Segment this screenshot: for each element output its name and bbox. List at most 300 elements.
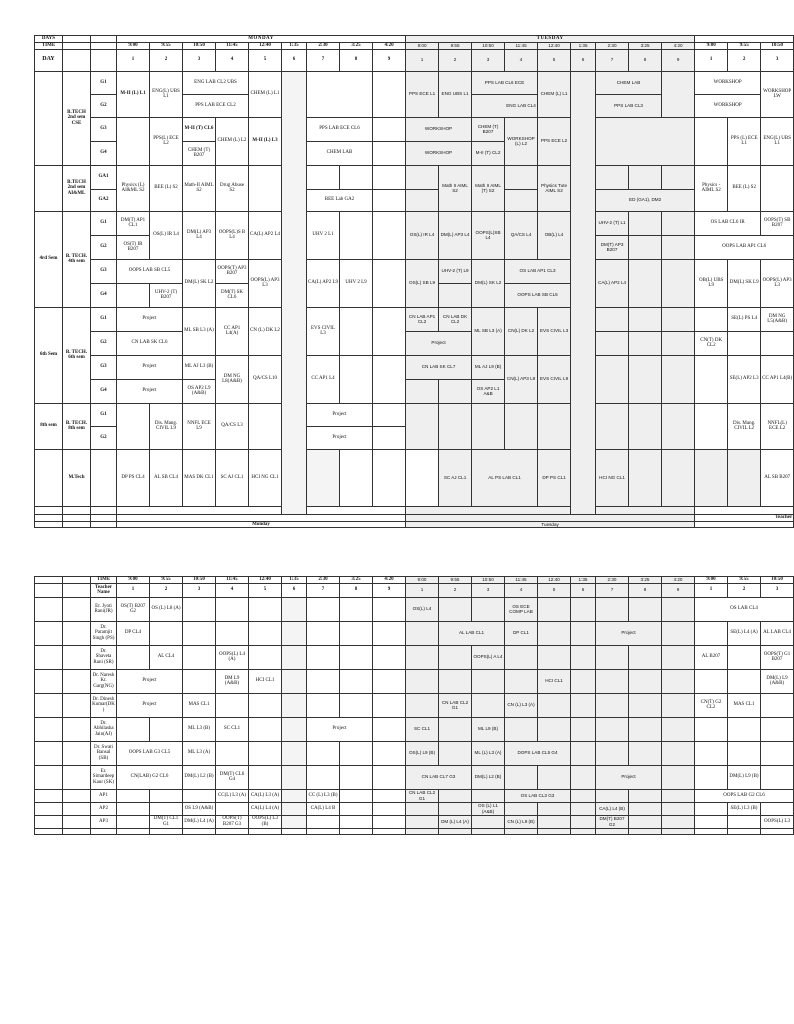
time-slot: 3:25 xyxy=(629,42,662,49)
timetable-cell: OS LAB AP1 CL3 xyxy=(505,259,571,283)
group-label: G3 xyxy=(91,355,117,379)
empty-cell xyxy=(662,669,695,693)
period-number: 7 xyxy=(307,49,340,71)
timetable-cell: OOPS LAB AP1 CL6 xyxy=(695,235,794,259)
time-slot: 11:45 xyxy=(505,577,538,584)
empty-cell xyxy=(629,645,662,669)
timetable-cell: CN(T) G2 CL2 xyxy=(695,693,728,717)
timetable-cell: CC AP1 L4(B) xyxy=(761,355,794,403)
empty-cell xyxy=(373,802,406,815)
empty-cell xyxy=(472,669,505,693)
timetable-cell: HCI NG CL1 xyxy=(596,449,629,506)
table-row xyxy=(35,449,794,506)
timetable-cell: ENG LAB CL4 xyxy=(472,94,571,117)
group-label: G1 xyxy=(91,71,117,94)
empty-cell xyxy=(307,693,340,717)
timetable-cell: OS(L) IR L4 xyxy=(150,211,183,259)
empty-cell xyxy=(340,645,373,669)
empty-cell xyxy=(282,645,307,669)
timetable-cell: CN LAB CL2 G1 xyxy=(406,789,439,802)
period-number: 8 xyxy=(629,49,662,71)
timetable-cell: CN(L) AP3 L9 xyxy=(505,355,538,403)
timetable-cell: Dis. Mang. CIVIL L2 xyxy=(728,403,761,449)
semester-label: 8th sem xyxy=(35,403,63,449)
period-number: 4 xyxy=(505,49,538,71)
timetable-cell: ENG(L) UBS L1 xyxy=(761,117,794,165)
timetable-cell: Dis. Mang. CIVIL L9 xyxy=(150,403,183,449)
period-number: 6 xyxy=(282,583,307,597)
teacher-name: Dr. Shaveta Rani (SR) xyxy=(91,645,117,669)
timetable-cell: QA/CS L10 xyxy=(249,355,282,403)
time-slot: 12:40 xyxy=(249,577,282,584)
empty-cell xyxy=(472,815,505,828)
empty-cell xyxy=(596,669,629,693)
timetable-cell: CA(L) AP2 L9 xyxy=(307,259,340,307)
empty-cell xyxy=(373,621,406,645)
empty-cell xyxy=(150,717,183,741)
timetable-cell: Project xyxy=(307,403,373,426)
timetable-cell: NNFL ECE L9 xyxy=(183,403,216,449)
empty-cell xyxy=(406,802,439,815)
period-number: 2 xyxy=(439,583,472,597)
group-label: G4 xyxy=(91,141,117,165)
timetable-cell: DM(T) AP1 CL1 xyxy=(117,211,150,235)
empty-cell xyxy=(571,741,596,765)
timetable-cell: OS(T) B207 G2 xyxy=(117,597,150,621)
empty-cell xyxy=(183,789,216,802)
empty-cell xyxy=(728,741,761,765)
empty-cell xyxy=(282,765,307,789)
period-number: 1 xyxy=(406,49,439,71)
period-number: 7 xyxy=(307,583,340,597)
timetable-cell: DOPS LAB CL5 G4 xyxy=(505,741,571,765)
timetable-cell: DM(L) SK L2 xyxy=(183,259,216,307)
teacher-name: Dr. Abhilasha Jain(AJ) xyxy=(91,717,117,741)
empty-cell xyxy=(596,789,629,802)
empty-cell xyxy=(183,669,216,693)
period-number: 5 xyxy=(249,49,282,71)
time-slot: 1:35 xyxy=(571,577,596,584)
time-slot: 9:55 xyxy=(728,42,761,49)
timetable-cell: OOPS(L) L3 xyxy=(761,815,794,828)
empty-cell xyxy=(307,765,340,789)
class-timetable-table xyxy=(34,35,794,528)
empty-cell xyxy=(629,815,662,828)
empty-cell xyxy=(249,621,282,645)
period-number: 6 xyxy=(571,49,596,71)
timetable-cell: ML L9 (B) xyxy=(472,717,505,741)
teacher-row xyxy=(35,693,794,717)
teacher-name: AP2 xyxy=(91,802,117,815)
timetable-cell: Math II AIML (T) S2 xyxy=(472,165,505,211)
period-number: 5 xyxy=(538,583,571,597)
timetable-cell: CHEM (T) B207 xyxy=(472,117,505,141)
empty-cell xyxy=(307,621,340,645)
timetable-cell: ML SB L3 (A) xyxy=(183,307,216,355)
class-timetable xyxy=(34,35,793,528)
empty-cell xyxy=(373,645,406,669)
group-label: GA1 xyxy=(91,165,117,189)
period-number: 8 xyxy=(629,583,662,597)
empty-cell xyxy=(505,717,538,741)
timetable-cell: DP PS CL4 xyxy=(117,449,150,506)
empty-cell xyxy=(373,741,406,765)
timetable-cell: CA(L) AP2 L4 xyxy=(249,211,282,259)
time-slot: 1:35 xyxy=(282,577,307,584)
timetable-cell: SE(L) L3 (B) xyxy=(728,802,761,815)
empty-cell xyxy=(538,645,571,669)
empty-cell xyxy=(373,693,406,717)
period-number: 8 xyxy=(340,49,373,71)
timetable-cell: Math II AIML S2 xyxy=(439,165,472,211)
table-row xyxy=(35,828,794,834)
timetable-cell: UHV-2 (T) L9 xyxy=(439,259,472,283)
teacher-name: AP1 xyxy=(91,789,117,802)
empty-cell xyxy=(538,621,571,645)
group-label: G2 xyxy=(91,94,117,117)
timetable-cell: ED (GA1), DM2 xyxy=(596,189,695,211)
empty-cell xyxy=(282,669,307,693)
empty-cell xyxy=(216,741,249,765)
empty-cell xyxy=(439,645,472,669)
timetable-cell: CHEM (L) L1 xyxy=(249,71,282,117)
empty-cell xyxy=(728,669,761,693)
empty-cell xyxy=(695,621,728,645)
teacher-name: Dr. Paramjit Singh (PS) xyxy=(91,621,117,645)
timetable-cell: HCI CL1 xyxy=(538,669,571,693)
timetable-cell: SC AJ CL1 xyxy=(216,449,249,506)
timetable-cell: WORKSHOP xyxy=(695,94,761,117)
empty-cell xyxy=(282,789,307,802)
empty-cell xyxy=(538,717,571,741)
timetable-cell: SE(L) AP2 L3 xyxy=(728,355,761,403)
empty-cell xyxy=(629,802,662,815)
empty-cell xyxy=(307,597,340,621)
period-number: 4 xyxy=(505,583,538,597)
teacher-name: AP3 xyxy=(91,815,117,828)
header-time-row xyxy=(35,577,794,584)
period-number: 6 xyxy=(571,583,596,597)
time-slot: 9:00 xyxy=(117,577,150,584)
time-slot: 4:20 xyxy=(662,577,695,584)
timetable-cell: CC AP1 L4(A) xyxy=(216,307,249,355)
timetable-cell: OS L9 (A&B) xyxy=(183,802,216,815)
header-time-row xyxy=(35,42,794,49)
timetable-cell: Project xyxy=(117,693,183,717)
table-row xyxy=(35,331,794,355)
table-row xyxy=(35,355,794,379)
timetable-cell: SE(L) PS L4 xyxy=(728,307,761,331)
timetable-cell: ML SB L3 (A) xyxy=(472,307,505,355)
empty-cell xyxy=(505,669,538,693)
period-number: 7 xyxy=(596,583,629,597)
timetable-cell: CHEM LAB xyxy=(596,71,662,94)
time-slot: 10:50 xyxy=(472,577,505,584)
empty-cell xyxy=(150,621,183,645)
teacher-row xyxy=(35,669,794,693)
period-number: 9 xyxy=(373,583,406,597)
time-slot: 1:35 xyxy=(282,42,307,49)
empty-cell xyxy=(373,669,406,693)
empty-cell xyxy=(538,765,571,789)
period-number: 9 xyxy=(373,49,406,71)
period-number: 1 xyxy=(117,49,150,71)
timetable-cell: ML AJ L3 (B) xyxy=(183,355,216,379)
timetable-cell: AL LAB CL4 xyxy=(761,621,794,645)
time-slot: 11:45 xyxy=(505,42,538,49)
timetable-cell: OOPS(L) L4 (A) xyxy=(216,645,249,669)
empty-cell xyxy=(761,802,794,815)
empty-cell xyxy=(695,815,728,828)
period-number: 2 xyxy=(728,49,761,71)
empty-cell xyxy=(439,789,472,802)
empty-cell xyxy=(538,597,571,621)
empty-cell xyxy=(596,693,629,717)
period-number: 2 xyxy=(150,49,183,71)
empty-cell xyxy=(662,597,695,621)
group-label: G4 xyxy=(91,283,117,307)
group-label: G3 xyxy=(91,117,117,141)
timetable-cell: Project xyxy=(596,621,662,645)
footer-row xyxy=(35,521,794,528)
timetable-cell: EVS CIVIL L9 xyxy=(538,355,571,403)
timetable-cell: CA(L) AP2 L4 xyxy=(596,259,629,307)
empty-cell xyxy=(472,597,505,621)
timetable-cell: DM(T) CL6 G4 xyxy=(216,765,249,789)
empty-cell xyxy=(282,717,307,741)
empty-cell xyxy=(373,815,406,828)
period-number: 1 xyxy=(117,583,150,597)
timetable-cell: PPS LAB ECE CL6 xyxy=(307,117,373,141)
period-number: 3 xyxy=(761,583,794,597)
timetable-cell: OOPS LAB G3 CL5 xyxy=(117,741,183,765)
period-number: 2 xyxy=(439,49,472,71)
timetable-cell: SC CL1 xyxy=(406,717,439,741)
empty-cell xyxy=(282,621,307,645)
empty-cell xyxy=(406,645,439,669)
header-period-row xyxy=(35,583,794,597)
empty-cell xyxy=(662,645,695,669)
break-column xyxy=(571,71,596,514)
empty-cell xyxy=(662,741,695,765)
timetable-cell: OOPS(L)SB L4 xyxy=(472,211,505,259)
teacher-row xyxy=(35,741,794,765)
table-row xyxy=(35,165,794,189)
timetable-cell: ENG(L) UBS L1 xyxy=(150,71,183,117)
timetable-cell: OS(L) L4 xyxy=(406,597,439,621)
timetable-cell: CHEM (L) L1 xyxy=(538,71,571,117)
period-number: 9 xyxy=(662,583,695,597)
timetable-cell: WORKSHOP xyxy=(695,71,761,94)
empty-cell xyxy=(596,597,629,621)
empty-cell xyxy=(117,645,150,669)
empty-cell xyxy=(150,789,183,802)
empty-cell xyxy=(761,717,794,741)
timetable-cell: CN(LAB) G2 CL6 xyxy=(117,765,183,789)
empty-cell xyxy=(249,741,282,765)
empty-cell xyxy=(216,693,249,717)
time-slot: 10:50 xyxy=(761,42,794,49)
empty-cell xyxy=(282,741,307,765)
timetable-cell: OS LAB CL6 IR xyxy=(695,211,761,235)
empty-cell xyxy=(596,717,629,741)
timetable-cell: CN LAB SK CL6 xyxy=(117,331,183,355)
timetable-cell: UHV-2 (T) B207 xyxy=(150,283,183,307)
timetable-cell: SC AJ CL1 xyxy=(439,449,472,506)
group-label: GA2 xyxy=(91,189,117,211)
time-slot: 9:00 xyxy=(406,42,439,49)
time-slot: 3:25 xyxy=(629,577,662,584)
empty-cell xyxy=(249,765,282,789)
time-slot: 10:50 xyxy=(183,42,216,49)
empty-cell xyxy=(406,815,439,828)
empty-cell xyxy=(761,765,794,789)
teacher-table-body xyxy=(35,577,794,835)
timetable-cell: CN LAB CL2 G1 xyxy=(439,693,472,717)
timetable-cell: Project xyxy=(117,379,183,403)
empty-cell xyxy=(505,802,538,815)
table-row xyxy=(35,514,794,521)
tuesday-title: TUESDAY xyxy=(406,36,695,43)
timetable-cell: DM(L) SK L2 xyxy=(472,259,505,307)
timetable-cell: OS(T) IR B207 xyxy=(117,235,150,259)
timetable-cell: DM NG L5(A&B) xyxy=(761,307,794,331)
empty-cell xyxy=(249,717,282,741)
timetable-cell: NNFL(L) ECE L2 xyxy=(761,403,794,449)
timetable-cell: DM(L) L4 (A) xyxy=(183,815,216,828)
empty-cell xyxy=(340,669,373,693)
group-label: G1 xyxy=(91,403,117,426)
empty-cell xyxy=(629,669,662,693)
period-number: 3 xyxy=(472,49,505,71)
empty-cell xyxy=(728,815,761,828)
timetable-cell: OS AP2 L9 (A&B) xyxy=(183,379,216,403)
empty-cell xyxy=(571,669,596,693)
table-row xyxy=(35,259,794,283)
timetable-cell: DM(L) AP3 L4 xyxy=(183,211,216,259)
timetable-cell: OS(L) IR L4 xyxy=(406,211,439,259)
time-slot: 2:30 xyxy=(307,577,340,584)
timetable-cell: OOPS(T) AP3 B207 xyxy=(216,259,249,283)
empty-cell xyxy=(340,815,373,828)
timetable-cell: SC CL1 xyxy=(216,717,249,741)
timetable-cell: WORKSHOP xyxy=(406,141,472,165)
empty-cell xyxy=(340,765,373,789)
timetable-cell: ML L3 (B) xyxy=(183,717,216,741)
timetable-cell: DM(L) L2 (B) xyxy=(183,765,216,789)
timetable-cell: HCI NG CL1 xyxy=(249,449,282,506)
group-label: G4 xyxy=(91,379,117,403)
teacher-row xyxy=(35,645,794,669)
empty-cell xyxy=(695,741,728,765)
timetable-cell: WORKSHOP xyxy=(406,117,472,141)
period-number: 1 xyxy=(695,583,728,597)
period-number: 6 xyxy=(282,49,307,71)
empty-cell xyxy=(406,669,439,693)
timetable-cell: CA(L) L4 B xyxy=(307,802,340,815)
empty-cell xyxy=(695,765,728,789)
timetable-cell: WORKSHOP (L) L2 xyxy=(505,117,538,165)
timetable-cell: PPS LAB CL3 xyxy=(596,94,662,117)
time-slot: 12:40 xyxy=(249,42,282,49)
teacher-name: Dr. Naresh Kr. Garg(NG) xyxy=(91,669,117,693)
table-row xyxy=(35,117,794,141)
timetable-cell: QA/CS L4 xyxy=(505,211,538,259)
timetable-cell: ML (L) L3 (A) xyxy=(472,741,505,765)
timetable-cell: Project xyxy=(406,331,472,355)
timetable-cell: MAS CL1 xyxy=(728,693,761,717)
timetable-cell: DM(L) L9 (A&B) xyxy=(761,669,794,693)
group-label: G3 xyxy=(91,259,117,283)
time-slot: 9:55 xyxy=(439,577,472,584)
empty-cell xyxy=(505,765,538,789)
empty-cell xyxy=(117,815,150,828)
timetable-cell: OB(L) L4 xyxy=(538,211,571,259)
table-row xyxy=(35,307,794,331)
timetable-cell: EVS CIVIL L3 xyxy=(307,307,340,355)
period-number: 1 xyxy=(406,583,439,597)
monday-footer: Monday xyxy=(117,521,406,528)
empty-cell xyxy=(307,815,340,828)
empty-cell xyxy=(571,815,596,828)
empty-cell xyxy=(340,597,373,621)
time-slot: 2:30 xyxy=(307,42,340,49)
empty-cell xyxy=(340,693,373,717)
timetable-cell: OS (L) L1 (A&B) xyxy=(472,802,505,815)
timetable-cell: OOPS(L) AP3 L3 xyxy=(249,259,282,307)
empty-cell xyxy=(505,645,538,669)
empty-cell xyxy=(596,645,629,669)
empty-cell xyxy=(249,693,282,717)
empty-cell xyxy=(538,802,571,815)
tuesday-footer: Tuesday xyxy=(406,521,695,528)
time-slot: 9:55 xyxy=(150,577,183,584)
empty-cell xyxy=(571,597,596,621)
empty-cell xyxy=(249,645,282,669)
teacher-label: Teacher xyxy=(695,514,794,521)
time-slot: 9:00 xyxy=(406,577,439,584)
timetable-cell: AL LAB CL1 xyxy=(439,621,505,645)
empty-cell xyxy=(662,693,695,717)
teacher-row xyxy=(35,815,794,828)
period-number: 1 xyxy=(695,49,728,71)
period-number: 5 xyxy=(538,49,571,71)
timetable-cell: CN LAB AP1 CL2 xyxy=(406,307,439,331)
empty-cell xyxy=(307,741,340,765)
semester-label: 6th Sem xyxy=(35,307,63,403)
timetable-cell: Physics (L) AI&ML S2 xyxy=(117,165,150,211)
timetable-cell: OOPS(T) G1 B207 xyxy=(761,645,794,669)
empty-cell xyxy=(340,802,373,815)
semester-label: 4rd Sem xyxy=(35,211,63,307)
empty-cell xyxy=(662,802,695,815)
semester-label: B. TECH. 6th sem xyxy=(63,307,91,403)
timetable-cell: DM NG L8(A&B) xyxy=(216,355,249,403)
time-slot: 9:55 xyxy=(439,42,472,49)
timetable-cell: Project xyxy=(307,717,373,741)
timetable-cell: OS (L) L8 (A) xyxy=(150,597,183,621)
timetable-cell: ML L3 (A) xyxy=(183,741,216,765)
timetable-cell: Math-II AIML S2 xyxy=(183,165,216,211)
empty-cell xyxy=(216,802,249,815)
timetable-cell: DM L9 (A&B) xyxy=(216,669,249,693)
timetable-cell: CN LAB DK CL2 xyxy=(439,307,472,331)
time-slot: 4:20 xyxy=(662,42,695,49)
timetable-cell: DM(T) B207 G2 xyxy=(596,815,629,828)
time-slot: 2:30 xyxy=(596,42,629,49)
timetable-cell: OS AP2 L1 A&B xyxy=(472,379,505,403)
time-slot: 1:35 xyxy=(571,42,596,49)
